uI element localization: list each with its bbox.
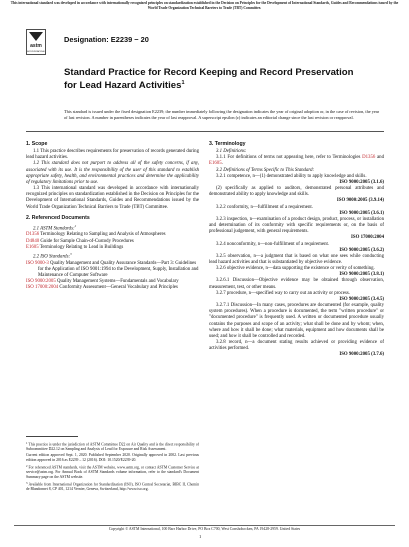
- para-3-2-5: 3.2.5 observation, n—a judgment that is based on what one sees while conducting lead hazard activities and that is substantiated by objective evidence.: [209, 253, 384, 265]
- title-footnote-mark: 1: [181, 80, 185, 87]
- iso-standards-label: 2.2 ISO Standards:$^3$: [33, 251, 72, 260]
- ref-3-2-4: ISO 9000:2005 (3.6.2): [339, 247, 384, 253]
- footnote-1b: Current edition approved Sept. 1, 2020. Published September 2020. Originally approved in 2002. Last previous edition approved in 2016 as E2239 – 12 (2016). DOI: 10.1520/E2239-20.: [26, 453, 199, 463]
- ref-3-2-6: ISO 9000:2005 (3.8.1): [339, 272, 384, 278]
- para-3-2-7: 3.2.7 procedure, n—specified way to carry out an activity or process.: [216, 290, 350, 296]
- left-column: [26, 141, 199, 291]
- para-1-3: 1.3 This international standard was developed in accordance with internationally recognized principles on standardization established in the Decision on Principles for the Development of International Standards, Guides and Recommendations issued by the World Trade Organization Technical Barriers to Trade (TBT) Committee.: [26, 186, 199, 210]
- section-scope-heading: 1. Scope: [26, 141, 48, 147]
- link-d4840[interactable]: D4840: [26, 238, 40, 244]
- para-1-1: 1.1 This practice describes requirements for preservation of records generated during lead hazard activities.: [26, 149, 199, 161]
- para-3-2-6: 3.2.6 objective evidence, n—data supporting the existence or verity of something.: [216, 266, 375, 272]
- issuance-note: This standard is issued under the fixed designation E2239; the number immediately following the designation indicates the year of original adoption or, in the case of revision, the year of last revision. A number in parentheses indicates the year of last reapproval. A superscript epsilon (ε) indicates an editorial change since the last revision or reapproval.: [64, 109, 380, 120]
- para-3-2-4: 3.2.4 nonconformity, n—non-fulfillment of a requirement.: [216, 241, 330, 247]
- ref-3-2-1a: ISO 9000:2005 (3.1.6): [339, 179, 384, 185]
- para-3-1-1: 3.1.1 For definitions of terms not appearing here, refer to Terminologies D1356 and E1605.: [209, 155, 384, 167]
- footnote-2: $^2$ For referenced ASTM standards, visit the ASTM website, www.astm.org, or contact ASTM Customer Service at service@astm.org. For Annual Book of ASTM Standards volume information, refer to the standard's Document Summary page on the ASTM website.: [26, 463, 199, 480]
- astm-logo-icon: [26, 29, 46, 55]
- link-e1605-term[interactable]: E1605: [209, 161, 222, 167]
- ref-3-2-7: ISO 9000:2005 (3.4.5): [339, 296, 384, 302]
- link-iso9000[interactable]: ISO 9000:2005: [26, 279, 56, 285]
- divider: [26, 131, 384, 132]
- para-3-2: 3.2 Definitions of Terms Specific to This Standard:: [216, 167, 315, 173]
- link-iso17000[interactable]: ISO 17000:2004: [26, 285, 59, 291]
- copyright-notice: Copyright © ASTM International, 100 Barr Harbor Drive, PO Box C700, West Conshohocken, PA 19428-2959. United States: [108, 527, 301, 531]
- ref-e1605: E1605 Terminology Relating to Lead in Buildings: [26, 244, 124, 250]
- ref-iso9000-3: ISO 9000-3 Quality Management and Quality Assurance Standards—Part 3: Guidelines for the Application of ISO 9001:1994 to the Development, Supply, Installation and Maintenance of Computer Software: [26, 260, 199, 278]
- ref-3-2-2: ISO 9000:2005 (3.6.1): [339, 210, 384, 216]
- ref-d1356: D1356 Terminology Relating to Sampling and Analysis of Atmospheres: [26, 232, 166, 238]
- section-refs-heading: 2. Referenced Documents: [26, 214, 90, 221]
- ref-3-2-1b: ISO 9000:2005 (3.9.14): [336, 198, 384, 204]
- svg-text:ASTM INTERNATIONAL: ASTM INTERNATIONAL: [27, 52, 45, 54]
- ref-3-2-8: ISO 9000:2005 (3.7.6): [339, 352, 384, 358]
- ref-iso17000: ISO 17000:2004 Conformity Assessment—General Vocabulary and Principles: [26, 285, 178, 291]
- document-title: [64, 67, 364, 92]
- astm-standards-label: 2.1 ASTM Standards:$^2$: [33, 223, 77, 232]
- designation: Designation: E2239 − 20: [64, 35, 149, 44]
- para-3-2-8: 3.2.8 record, n—a document stating results achieved or providing evidence of activities performed.: [209, 340, 384, 352]
- footnote-3: $^3$ Available from International Organization for Standardization (ISO), ISO Central Secretariat, BIBC II, Chemin de Blandonnet 8, CP 401, 1214 Vernier, Geneva, Switzerland, http://www.iso.org.: [26, 481, 200, 492]
- para-3-2-2: 3.2.2 conformity, n—fulfillment of a requirement.: [216, 204, 313, 210]
- page-number: 1: [199, 534, 202, 539]
- footnote-1: $^1$ This practice is under the jurisdiction of ASTM Committee D22 on Air Quality and is the direct responsibility of Subcommittee D22.12 on Sampling and Analysis of Lead for Exposure and Risk Assessment.: [26, 441, 199, 452]
- footer-divider: [14, 525, 395, 526]
- title-text: Standard Practice for Record Keeping and Record Preservation for Lead Hazard Activities: [64, 67, 354, 92]
- svg-text:astm: astm: [30, 43, 42, 49]
- link-iso9000-3[interactable]: ISO 9000-3: [26, 260, 49, 266]
- ref-3-2-3: ISO 17000:2004: [351, 235, 384, 241]
- watermark-notice: This international standard was developed in accordance with internationally recognized principles on standardization established in the Decision on Principles for the Development of International Standards, Guides and Recommendations issued by the World Trade Organization Technical Barriers to Trade (TBT) Committee.: [10, 1, 399, 10]
- para-1-2: 1.2 This standard does not purport to address all of the safety concerns, if any, associated with its use. It is the responsibility of the user of this standard to establish appropriate safety, health, and environmental practices and determine the applicability of regulatory limitations prior to use.: [26, 161, 199, 185]
- para-3-2-7-1: 3.2.7.1 Discussion—In many cases, procedures are documented (for example, quality system procedures). When a procedure is documented, the term "written procedure" or "documented procedure" is frequently used. A written or documented procedure usually contains the purposes and scope of an activity; what shall be done and by whom; when, where and how it shall be done; what materials, equipment and how documents shall be used; and how it shall be controlled and recorded.: [209, 303, 384, 339]
- para-3-2-1b: (2) specifically as applied to auditors, demonstrated personal attributes and demonstrated ability to apply knowledge and skills.: [209, 186, 384, 198]
- footnote-divider: [26, 436, 78, 437]
- ref-d4840: D4840 Guide for Sample Chain-of-Custody Procedures: [26, 238, 134, 244]
- para-3-2-6-1: 3.2.6.1 Discussion—Objective evidence may be obtained through observation, measurement, test, or other means.: [209, 278, 384, 290]
- ref-iso9000: ISO 9000:2005 Quality Management Systems—Fundamentals and Vocabulary: [26, 279, 179, 285]
- link-e1605[interactable]: E1605: [26, 244, 39, 250]
- para-3-2-3: 3.2.3 inspection, n—examination of a product design, product, process, or installation and determination of its conformity with specific requirements or, on the basis of professional judgement, with general requirements.: [209, 216, 384, 235]
- footnotes: [26, 441, 199, 493]
- link-d1356-term[interactable]: D1356: [362, 155, 376, 161]
- para-3-1: 3.1 Definitions:: [216, 149, 247, 155]
- section-terms-heading: 3. Terminology: [209, 141, 246, 147]
- link-d1356[interactable]: D1356: [26, 232, 40, 238]
- para-3-2-1: 3.2.1 competence, n—(1) demonstrated ability to apply knowledge and skills.: [216, 173, 367, 179]
- right-column: [209, 141, 384, 358]
